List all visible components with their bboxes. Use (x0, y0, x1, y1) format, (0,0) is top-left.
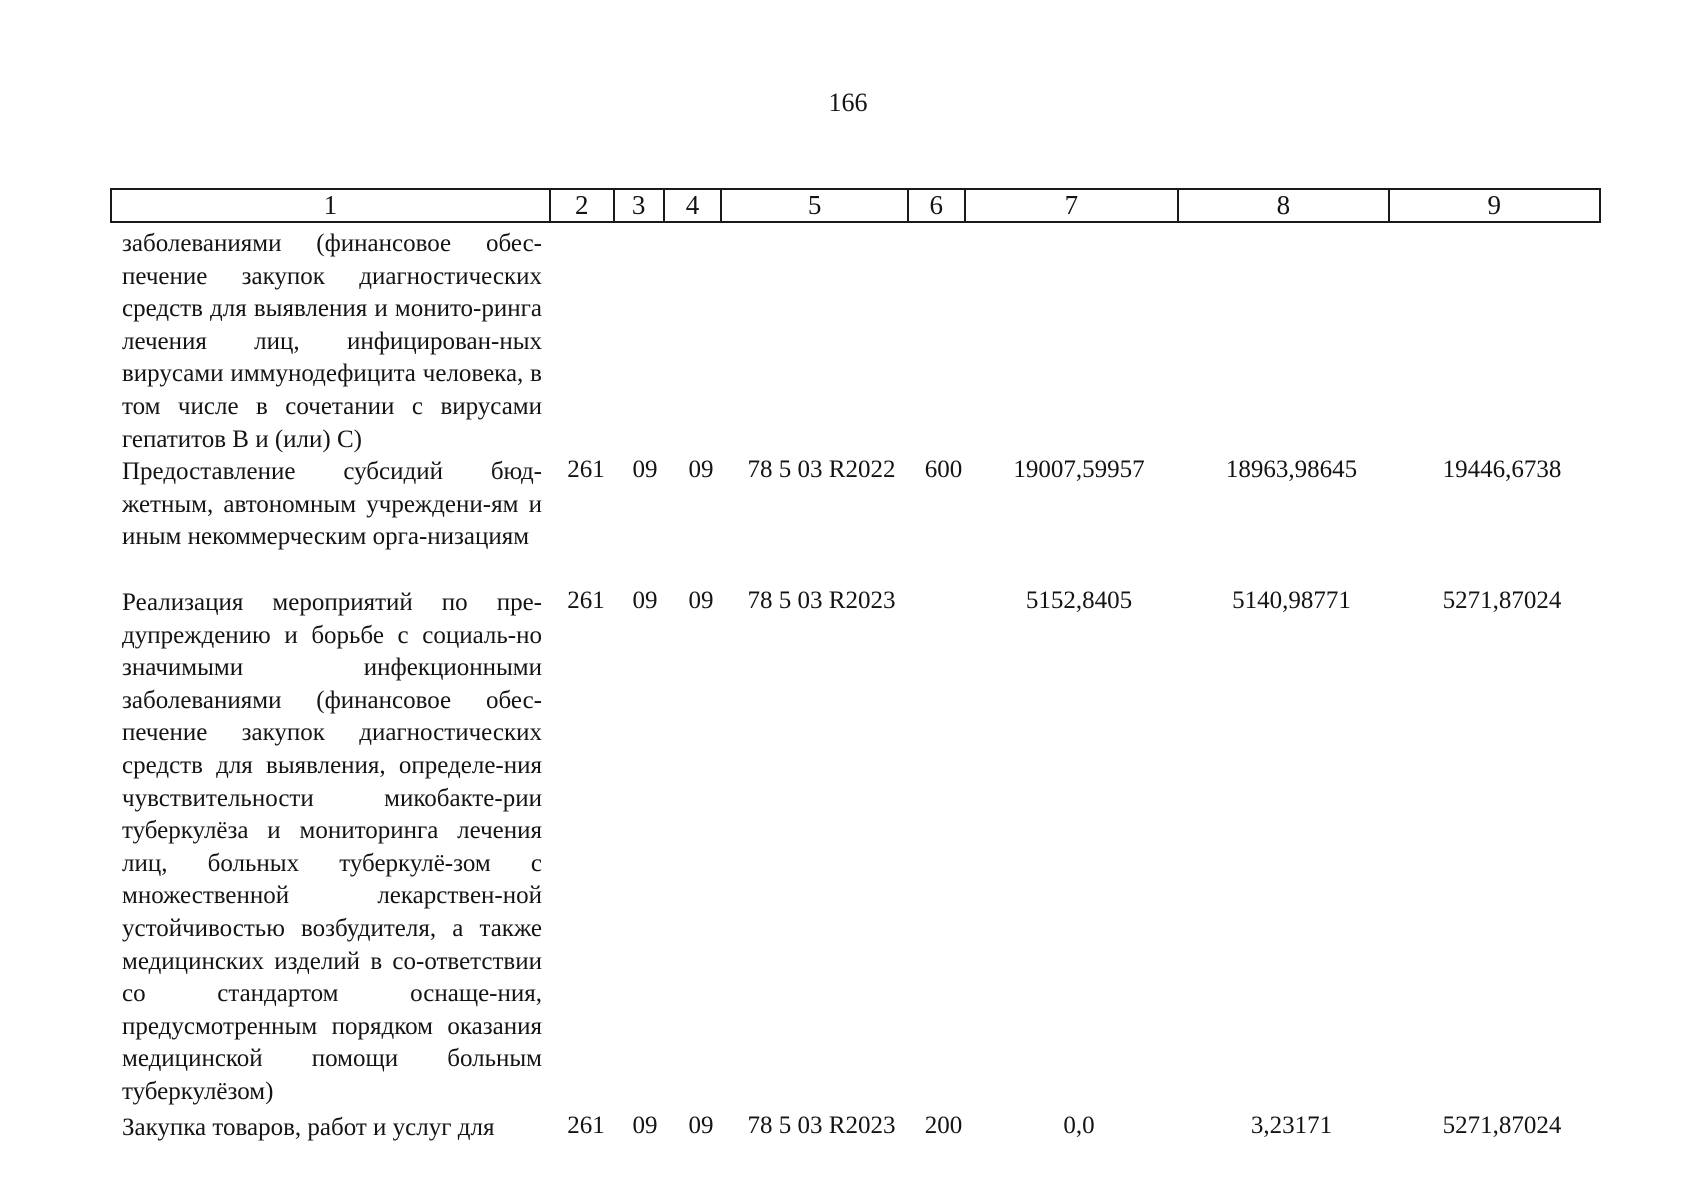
table-header (110, 188, 1601, 223)
row-description: Предоставление субсидий бюд-жетным, автономным учреждени-ям и иным некоммерческим орга-низациям (122, 458, 542, 551)
row-description: Реализация мероприятий по пре-дупреждению и борьбе с социаль-но значимыми инфекционными заболеваниями (финансовое обес-печение закупок диагностических средств для выявления, определе-ния чувствительности микобакте-рии туберкулёза и мониторинга лечения лиц, больных туберкулё-зом с множественной лекарствен-ной устойчивостью возбудителя, а также медицинских изделий в со-ответствии со стандартом оснаще-ния, предусмотренным порядком оказания медицинской помощи больным туберкулёзом) (122, 589, 542, 1105)
header-col-9: 9 (1487, 190, 1502, 220)
cell-col-9: 19446,6738 (1442, 456, 1562, 483)
header-col-4: 4 (665, 190, 723, 221)
cell-col-2: 261 (567, 587, 605, 614)
cell-col-5: 78 5 03 R2023 (747, 1112, 896, 1139)
cell-col-9: 5271,87024 (1442, 1112, 1562, 1139)
cell-col-2: 261 (567, 456, 605, 483)
header-col-8: 8 (1179, 190, 1389, 221)
header-col-2: 2 (551, 190, 615, 221)
cell-col-5: 78 5 03 R2022 (747, 456, 896, 483)
cell-col-4: 09 (688, 456, 714, 483)
header-col-3: 3 (615, 190, 665, 221)
row-description: заболеваниями (финансовое обес-печение закупок диагностических средств для выявления и монито-ринга лечения лиц, инфицирован-ных вирусами иммунодефицита человека, в том числе в сочетании с вирусами гепатитов В и (или) С) (122, 230, 542, 453)
header-col-6: 6 (909, 190, 966, 221)
cell-col-2: 261 (567, 1112, 605, 1139)
cell-col-4: 09 (688, 1112, 714, 1139)
cell-col-7: 0,0 (1063, 1112, 1095, 1139)
header-col-5: 5 (722, 190, 909, 221)
page-number: 166 (828, 88, 868, 117)
row-description: Закупка товаров, работ и услуг для (122, 1114, 495, 1141)
header-col-1: 1 (112, 190, 551, 221)
cell-col-8: 3,23171 (1250, 1112, 1333, 1139)
cell-col-4: 09 (688, 587, 714, 614)
cell-col-9: 5271,87024 (1442, 587, 1562, 614)
cell-col-3: 09 (632, 456, 658, 483)
cell-col-5: 78 5 03 R2023 (747, 587, 896, 614)
cell-col-3: 09 (632, 1112, 658, 1139)
cell-col-6: 600 (924, 456, 963, 483)
cell-col-8: 5140,98771 (1232, 587, 1351, 614)
cell-col-8: 18963,98645 (1225, 456, 1358, 483)
cell-col-7: 19007,59957 (1013, 456, 1145, 483)
cell-col-6: 200 (924, 1112, 963, 1139)
header-col-7: 7 (966, 190, 1179, 221)
cell-col-3: 09 (632, 587, 658, 614)
cell-col-7: 5152,8405 (1025, 587, 1133, 614)
